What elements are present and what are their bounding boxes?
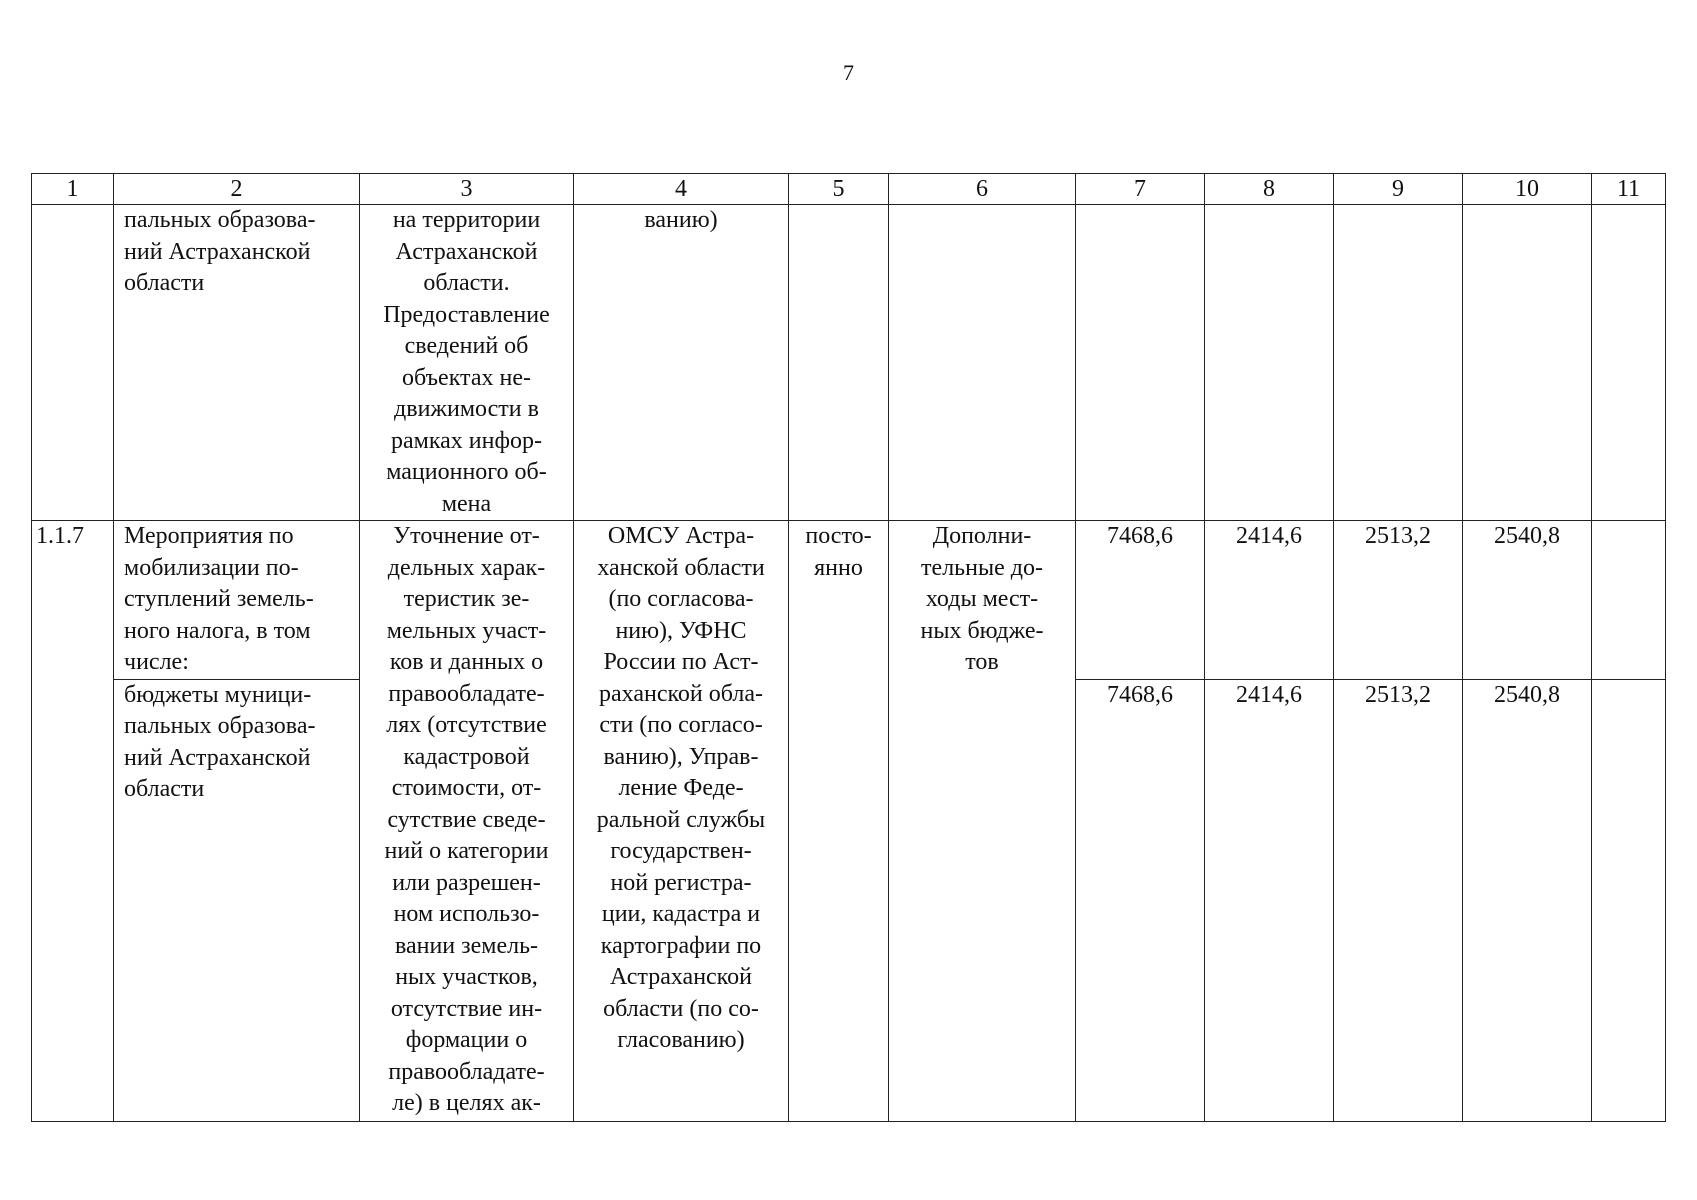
table-row <box>32 521 1666 680</box>
continuation-description: на территории Астраханской области. Предоставление сведений об объектах не- движимости в рамках инфор- мационного об- мена <box>360 205 574 521</box>
continuation-number-cell <box>32 205 114 521</box>
header-cell: 7 <box>1076 174 1205 205</box>
header-cell: 6 <box>889 174 1076 205</box>
activity-name: Мероприятия по мобилизации по- ступлений земель- ного налога, в том числе: <box>114 521 360 680</box>
header-cell: 1 <box>32 174 114 205</box>
continuation-term-cell <box>789 205 889 521</box>
value-year-3: 2540,8 <box>1463 521 1592 680</box>
continuation-executors: ванию) <box>574 205 789 521</box>
continuation-value-cell <box>1076 205 1205 521</box>
value-year-1: 2414,6 <box>1205 521 1334 680</box>
header-cell: 4 <box>574 174 789 205</box>
empty-cell <box>1592 679 1666 1121</box>
row-number: 1.1.7 <box>32 521 114 1122</box>
continuation-value-cell <box>1205 205 1334 521</box>
sub-value-year-2: 2513,2 <box>1334 679 1463 1121</box>
header-cell: 10 <box>1463 174 1592 205</box>
header-cell: 2 <box>114 174 360 205</box>
continuation-value-cell <box>1334 205 1463 521</box>
continuation-result-cell <box>889 205 1076 521</box>
sub-value-year-3: 2540,8 <box>1463 679 1592 1121</box>
program-table <box>31 173 1666 1122</box>
value-year-2: 2513,2 <box>1334 521 1463 680</box>
header-row <box>32 174 1666 205</box>
sub-budget-name: бюджеты муници- пальных образова- ний Астраханской области <box>114 679 360 1121</box>
continuation-value-cell <box>1463 205 1592 521</box>
activity-description: Уточнение от- дельных харак- теристик зе- мельных участ- ков и данных о правообладате- лях (отсутствие кадастровой стоимости, от- сутствие сведе- ний о категории или разрешен- ном использо- вании земель- ных участков, отсутствие ин- формации о правообладате- ле) в целях ак- <box>360 521 574 1122</box>
empty-cell <box>1592 521 1666 680</box>
continuation-row <box>32 205 1666 521</box>
header-cell: 8 <box>1205 174 1334 205</box>
sub-value-year-1: 2414,6 <box>1205 679 1334 1121</box>
activity-executors: ОМСУ Астра- ханской области (по согласова- нию), УФНС России по Аст- раханской обла- сти (по согласо- ванию), Управ- ление Феде- ральной службы государствен- ной регистра- ции, кадастра и картографии по Астраханской области (по со- гласованию) <box>574 521 789 1122</box>
header-cell: 5 <box>789 174 889 205</box>
header-cell: 3 <box>360 174 574 205</box>
page-number: 7 <box>843 60 854 85</box>
header-cell: 9 <box>1334 174 1463 205</box>
activity-term: посто- янно <box>789 521 889 1122</box>
sub-value-total: 7468,6 <box>1076 679 1205 1121</box>
activity-result: Дополни- тельные до- ходы мест- ных бюдже- тов <box>889 521 1076 1122</box>
value-total: 7468,6 <box>1076 521 1205 680</box>
continuation-empty-cell <box>1592 205 1666 521</box>
header-cell: 11 <box>1592 174 1666 205</box>
continuation-name: пальных образова- ний Астраханской области <box>114 205 360 521</box>
